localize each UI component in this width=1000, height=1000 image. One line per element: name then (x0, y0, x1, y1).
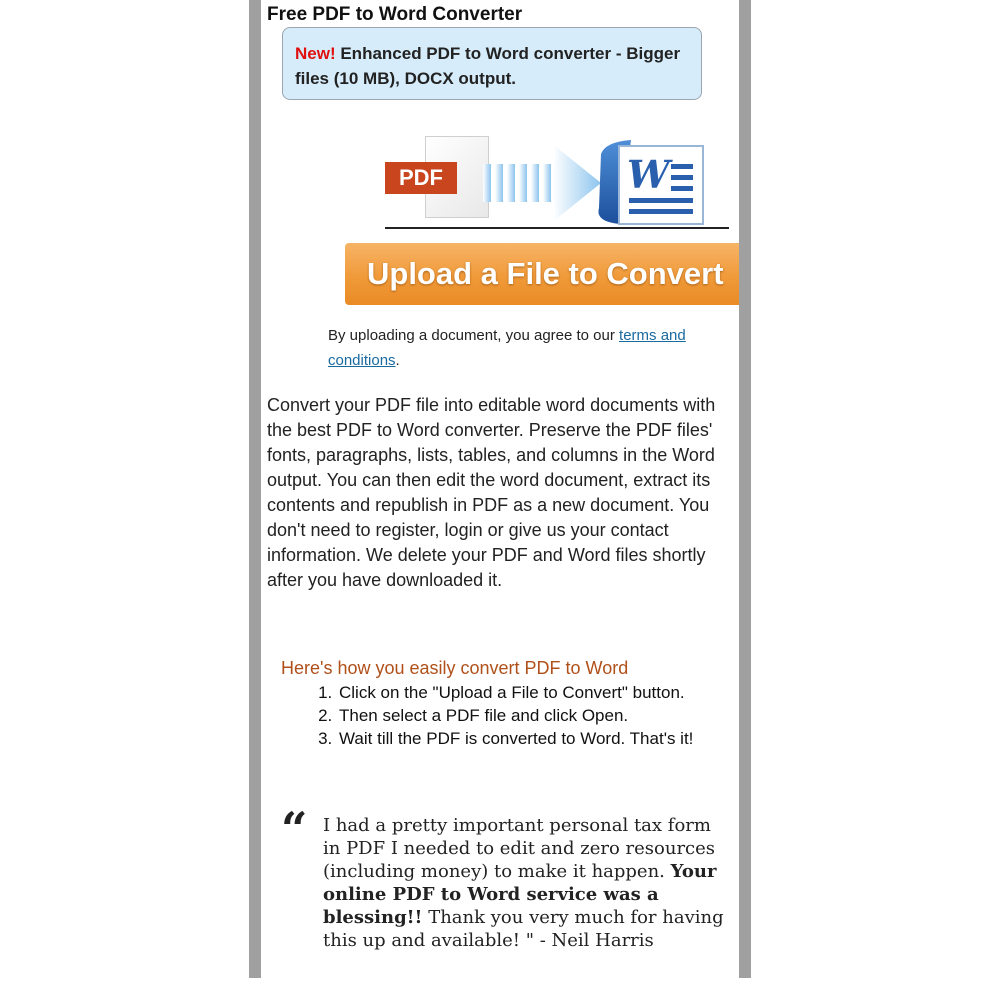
page-content (261, 0, 739, 978)
step-item: 1. Click on the "Upload a File to Convert" button. (337, 681, 697, 704)
new-feature-notice (282, 27, 702, 100)
notice-text: Enhanced PDF to Word converter - Bigger files (10 MB), DOCX output. (295, 44, 681, 88)
step-item: 2. Then select a PDF file and click Open. (337, 704, 697, 727)
upload-file-button[interactable]: Upload a File to Convert (345, 243, 739, 305)
pdf-to-word-graphic (385, 136, 729, 232)
page-title: Free PDF to Word Converter (267, 4, 523, 25)
testimonial-text-2: Thank you very much for having this up and available! " - Neil Harris (323, 907, 724, 951)
terms-link[interactable]: terms and conditions (328, 327, 686, 369)
pdf-badge: PDF (385, 162, 457, 194)
testimonial (323, 814, 733, 952)
testimonial-text-1: I had a pretty important personal tax form in PDF I needed to edit and zero resources (including money) to make it happen. (323, 815, 716, 882)
testimonial-highlight: Your online PDF to Word service was a blessing!! (323, 861, 717, 928)
word-letter: W (627, 152, 670, 197)
terms-suffix: . (395, 352, 400, 369)
howto-steps (315, 681, 697, 750)
terms-prefix: By uploading a document, you agree to our (328, 327, 620, 344)
hero-divider (385, 227, 729, 229)
quote-icon: “ (281, 802, 308, 856)
howto-heading: Here's how you easily convert PDF to Word (281, 658, 629, 678)
page-frame (249, 0, 751, 978)
step-item: 3. Wait till the PDF is converted to Word. That's it! (337, 727, 697, 750)
word-document-icon (591, 138, 707, 226)
new-label: New! (295, 44, 336, 63)
terms-notice (328, 323, 728, 373)
description-paragraph: Convert your PDF file into editable word documents with the best PDF to Word converter. Preserve the PDF files' fonts, paragraphs, lists, tables, and columns in the Word output. You can then edit the word document, extract its contents and republish in PDF as a new document. You don't need to register, login or give us your contact information. We delete your PDF and Word files shortly after you have downloaded it. (267, 395, 716, 590)
